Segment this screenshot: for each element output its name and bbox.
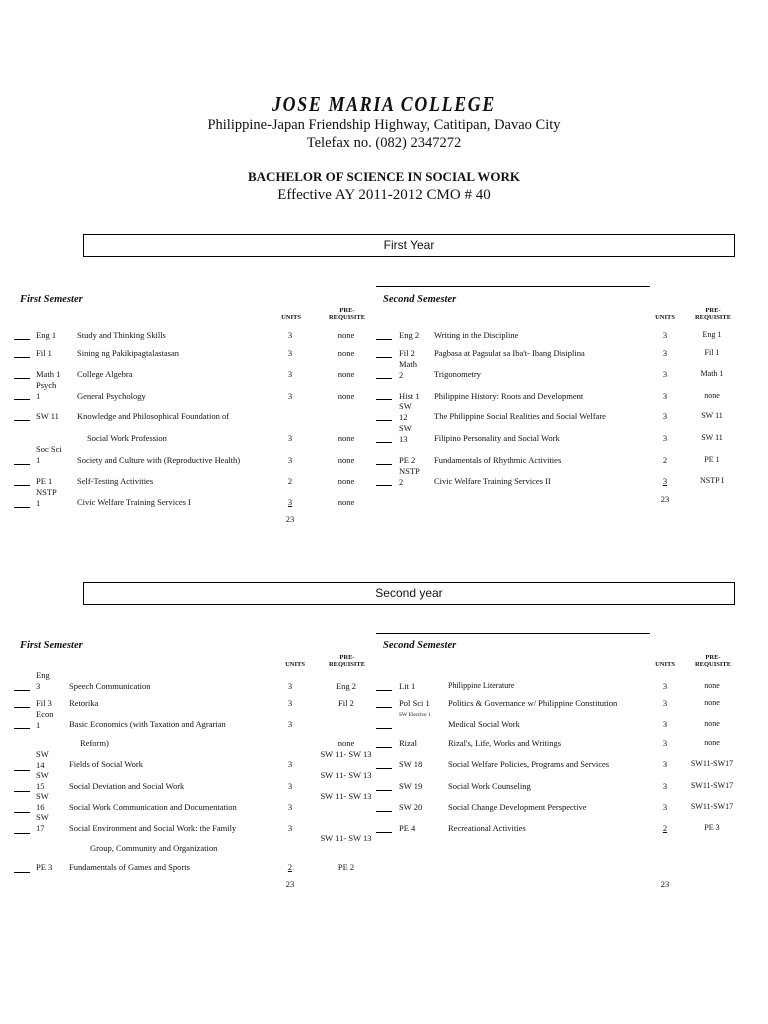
course-title: Sining ng Pakikipagtalastasan — [77, 348, 179, 358]
semester-total-units: 23 — [285, 514, 295, 524]
course-prereq: SW 11 — [701, 411, 723, 420]
course-title: Civic Welfare Training Services I — [77, 497, 191, 507]
course-title: Social Work Counseling — [448, 781, 531, 791]
effective-line: Effective AY 2011-2012 CMO # 40 — [277, 187, 491, 203]
course-units: 3 — [287, 330, 293, 340]
course-title: Social Change Development Perspective — [448, 802, 587, 812]
course-units: 3 — [662, 759, 668, 769]
blank-line — [376, 378, 392, 379]
course-code: Pol Sci 1 — [399, 698, 430, 708]
course-prereq: Math 1 — [700, 369, 724, 378]
course-code: Eng 3 — [36, 670, 50, 691]
course-title: Study and Thinking Skills — [77, 330, 166, 340]
course-prereq: SW11-SW17 — [690, 781, 734, 790]
course-code: SW Elective 1 — [399, 712, 431, 718]
blank-line — [376, 442, 392, 443]
course-title: Knowledge and Philosophical Foundation of — [77, 411, 230, 421]
course-code: Hist 1 — [399, 391, 420, 401]
semester-total-units: 23 — [660, 879, 670, 889]
blank-line — [14, 357, 30, 358]
course-prereq: none — [704, 391, 720, 400]
course-prereq: SW 11- SW 13 — [320, 833, 372, 843]
blank-line — [376, 339, 392, 340]
course-prereq: none — [337, 330, 355, 340]
prerequisite-header — [322, 654, 372, 668]
course-units: 3 — [662, 476, 668, 486]
course-prereq: Eng 1 — [702, 330, 722, 339]
course-units: 3 — [662, 369, 668, 379]
course-code: SW 12 — [399, 401, 412, 422]
course-code: Soc Sci 1 — [36, 444, 62, 465]
course-code: Econ 1 — [36, 709, 54, 730]
semester-title: First Semester — [20, 640, 83, 651]
course-units: 3 — [662, 698, 668, 708]
course-prereq: SW 11 — [701, 433, 723, 442]
blank-line — [14, 833, 30, 834]
course-code: Fil 2 — [399, 348, 415, 358]
course-code: SW 11 — [36, 411, 59, 421]
course-units: 3 — [287, 802, 293, 812]
course-code: SW 14 — [36, 749, 49, 770]
blank-line — [376, 464, 392, 465]
course-code: Fil 1 — [36, 348, 52, 358]
course-prereq: none — [704, 719, 720, 728]
blank-line — [376, 832, 392, 833]
course-title: Politics & Governance w/ Philippine Constitution — [448, 698, 618, 708]
course-prereq: SW11-SW17 — [690, 802, 734, 811]
semester-title: Second Semester — [383, 294, 457, 305]
blank-line — [14, 791, 30, 792]
course-code: Eng 2 — [399, 330, 420, 340]
course-units: 3 — [287, 823, 293, 833]
course-prereq: NSTP I — [700, 476, 724, 485]
blank-line — [376, 747, 392, 748]
course-code: Rizal — [399, 738, 417, 748]
course-units: 3 — [287, 391, 293, 401]
blank-line — [376, 485, 392, 486]
course-title: Medical Social Work — [448, 719, 520, 729]
course-title: Social Deviation and Social Work — [69, 781, 185, 791]
pre-label: PRE- — [705, 307, 721, 314]
course-title: Social Environment and Social Work: the Family — [69, 823, 237, 833]
course-code: Math 2 — [399, 359, 417, 380]
course-code: SW 15 — [36, 770, 49, 791]
course-units: 3 — [287, 698, 293, 708]
requisite-label: REQUISITE — [694, 314, 732, 321]
course-title: Trigonometry — [434, 369, 481, 379]
course-units: 3 — [287, 455, 293, 465]
course-title: College Algebra — [77, 369, 133, 379]
course-title: Pagbasa at Pagsulat sa Iba't- Ibang Disiplina — [434, 348, 585, 358]
course-title: The Philippine Social Realities and Social Welfare — [434, 411, 606, 421]
course-code: SW 16 — [36, 791, 49, 812]
prerequisite-header — [688, 307, 738, 321]
blank-line — [376, 728, 392, 729]
prerequisite-header — [322, 307, 372, 321]
course-units: 3 — [287, 759, 293, 769]
course-code: NSTP 2 — [399, 466, 420, 487]
course-code: NSTP 1 — [36, 487, 57, 508]
course-title: Philippine Literature — [448, 681, 515, 690]
course-prereq: none — [704, 681, 720, 690]
requisite-label: REQUISITE — [694, 661, 732, 668]
course-title: Retorika — [69, 698, 99, 708]
course-prereq: none — [337, 433, 355, 443]
blank-line — [14, 812, 30, 813]
course-units: 3 — [662, 391, 668, 401]
degree-title: BACHELOR OF SCIENCE IN SOCIAL WORK — [248, 169, 520, 184]
blank-line — [14, 485, 30, 486]
course-title: Writing in the Discipline — [434, 330, 519, 340]
year-banner-second: Second year — [83, 582, 735, 605]
course-title: Fundamentals of Rhythmic Activities — [434, 455, 562, 465]
course-title: Civic Welfare Training Services II — [434, 476, 551, 486]
course-title: Philippine History: Roots and Development — [434, 391, 584, 401]
telefax: Telefax no. (082) 2347272 — [306, 135, 462, 151]
course-title: Recreational Activities — [448, 823, 526, 833]
semester-title: Second Semester — [383, 640, 457, 651]
blank-line — [14, 378, 30, 379]
course-code: SW 13 — [399, 423, 412, 444]
course-prereq: none — [704, 698, 720, 707]
course-units: 3 — [287, 681, 293, 691]
course-units: 3 — [662, 681, 668, 691]
prerequisite-header — [688, 654, 738, 668]
course-code: Eng 1 — [36, 330, 57, 340]
semester-title: First Semester — [20, 294, 83, 305]
blank-line — [376, 768, 392, 769]
course-prereq: none — [337, 455, 355, 465]
course-prereq: none — [337, 476, 355, 486]
blank-line — [14, 707, 30, 708]
course-units: 2 — [287, 862, 293, 872]
pre-label: PRE- — [339, 307, 355, 314]
course-prereq: PE 2 — [337, 862, 355, 872]
course-prereq: PE 1 — [704, 455, 720, 464]
requisite-label: REQUISITE — [328, 314, 366, 321]
college-address: Philippine-Japan Friendship Highway, Catitipan, Davao City — [207, 117, 561, 133]
course-prereq: Eng 2 — [335, 681, 357, 691]
course-title: Fields of Social Work — [69, 759, 144, 769]
course-title-cont: Social Work Profession — [87, 433, 167, 443]
course-units: 3 — [662, 719, 668, 729]
college-name: JOSE MARIA COLLEGE — [271, 92, 497, 116]
course-code: PE 4 — [399, 823, 416, 833]
course-title: Social Welfare Policies, Programs and Services — [448, 759, 610, 769]
course-units: 3 — [287, 781, 293, 791]
course-code: SW 19 — [399, 781, 423, 791]
semester-total-units: 23 — [285, 879, 295, 889]
course-code: SW 17 — [36, 812, 49, 833]
course-code: SW 18 — [399, 759, 423, 769]
requisite-label: REQUISITE — [328, 661, 366, 668]
blank-line — [14, 507, 30, 508]
blank-line — [376, 357, 392, 358]
year-banner-first: First Year — [83, 234, 735, 257]
course-units: 3 — [662, 433, 668, 443]
blank-line — [14, 728, 30, 729]
course-title: Speech Communication — [69, 681, 151, 691]
course-units: 2 — [662, 823, 668, 833]
course-code: PE 2 — [399, 455, 416, 465]
course-code: Fil 3 — [36, 698, 52, 708]
course-units: 3 — [662, 330, 668, 340]
blank-line — [14, 770, 30, 771]
blank-line — [376, 707, 392, 708]
course-title: Society and Culture with (Reproductive Health) — [77, 455, 241, 465]
course-units: 3 — [662, 738, 668, 748]
course-units: 3 — [287, 719, 293, 729]
course-prereq: none — [704, 738, 720, 747]
course-units: 3 — [662, 781, 668, 791]
course-units: 3 — [287, 369, 293, 379]
course-code: PE 3 — [36, 862, 53, 872]
course-prereq: Fil 2 — [338, 698, 354, 708]
course-title: Self-Testing Activities — [77, 476, 154, 486]
course-code: Psych 1 — [36, 380, 57, 401]
blank-line — [14, 339, 30, 340]
course-title-cont: Reform) — [80, 738, 109, 748]
blank-line — [376, 420, 392, 421]
course-title: General Psychology — [77, 391, 146, 401]
course-units: 3 — [662, 802, 668, 812]
blank-line — [14, 399, 30, 400]
course-title: Basic Economics (with Taxation and Agrarian — [69, 719, 226, 729]
course-prereq: SW11-SW17 — [690, 759, 734, 768]
course-prereq: none — [337, 738, 355, 748]
units-header: UNITS — [281, 314, 301, 321]
course-units: 2 — [662, 455, 668, 465]
course-prereq: none — [337, 348, 355, 358]
blank-line — [376, 790, 392, 791]
semester-total-units: 23 — [660, 494, 670, 504]
blank-line — [376, 399, 392, 400]
divider-line — [376, 633, 650, 634]
course-units: 2 — [287, 476, 293, 486]
course-units: 3 — [662, 411, 668, 421]
course-prereq: SW 11- SW 13 — [320, 749, 372, 759]
course-units: 3 — [662, 348, 668, 358]
course-units: 3 — [287, 497, 293, 507]
course-title: Rizal's, Life, Works and Writings — [448, 738, 562, 748]
units-header: UNITS — [285, 661, 305, 668]
divider-line — [376, 286, 650, 287]
blank-line — [14, 872, 30, 873]
course-code: Lit 1 — [399, 681, 416, 691]
course-title: Social Work Communication and Documentation — [69, 802, 237, 812]
blank-line — [14, 420, 30, 421]
course-prereq: SW 11- SW 13 — [320, 770, 372, 780]
course-prereq: SW 11- SW 13 — [320, 791, 372, 801]
course-code: PE 1 — [36, 476, 53, 486]
blank-line — [14, 464, 30, 465]
course-prereq: Fil 1 — [704, 348, 720, 357]
course-title: Fundamentals of Games and Sports — [69, 862, 190, 872]
pre-label: PRE- — [705, 654, 721, 661]
course-prereq: PE 3 — [704, 823, 720, 832]
course-title: Filipino Personality and Social Work — [434, 433, 560, 443]
course-prereq: none — [337, 497, 355, 507]
blank-line — [376, 690, 392, 691]
units-header: UNITS — [655, 661, 675, 668]
pre-label: PRE- — [339, 654, 355, 661]
course-prereq: none — [337, 369, 355, 379]
course-units: 3 — [287, 348, 293, 358]
course-units: 3 — [287, 433, 293, 443]
units-header: UNITS — [655, 314, 675, 321]
blank-line — [376, 811, 392, 812]
course-code: SW 20 — [399, 802, 423, 812]
course-code: Math 1 — [36, 369, 61, 379]
blank-line — [14, 690, 30, 691]
course-prereq: none — [337, 391, 355, 401]
course-title-cont: Group, Community and Organization — [90, 843, 218, 853]
